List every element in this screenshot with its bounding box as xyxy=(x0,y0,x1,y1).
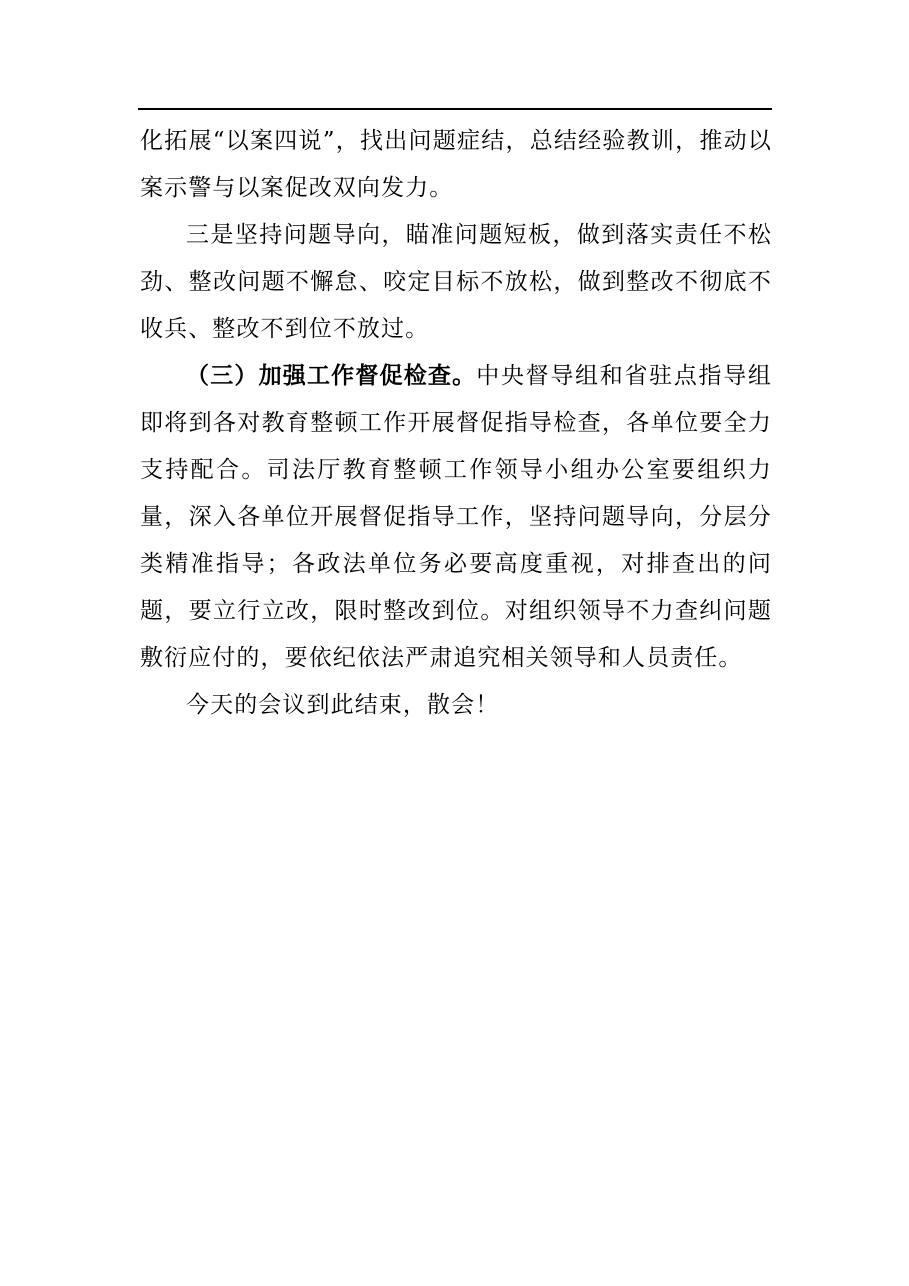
paragraph-text: 中央督导组和省驻点指导组即将到各对教育整顿工作开展督促指导检查，各单位要全力支持配合。司法厅教育整顿工作领导小组办公室要组织力量，深入各单位开展督促指导工作，坚持问题导向，分层分类精准指导；各政法单位务必要高度重视，对排查出的问题，要立行立改，限时整改到位。对组织领导不力查纠问题敷衍应付的，要依纪依法严肃追究相关领导和人员责任。 xyxy=(140,363,772,671)
paragraph-text: 化拓展“以案四说”，找出问题症结，总结经验教训，推动以案示警与以案促改双向发力。 xyxy=(140,128,772,201)
paragraph-text: 今天的会议到此结束，散会！ xyxy=(186,692,500,718)
paragraph-closing xyxy=(140,682,772,729)
header-rule xyxy=(138,108,772,110)
document-body xyxy=(140,118,772,729)
paragraph-continuation xyxy=(140,118,772,212)
paragraph-section-three xyxy=(140,353,772,682)
paragraph-text: 三是坚持问题导向，瞄准问题短板，做到落实责任不松劲、整改问题不懈怠、咬定目标不放松，做到整改不彻底不收兵、整改不到位不放过。 xyxy=(140,222,772,342)
paragraph-third-point xyxy=(140,212,772,353)
section-heading: （三）加强工作督促检查。 xyxy=(186,363,477,389)
